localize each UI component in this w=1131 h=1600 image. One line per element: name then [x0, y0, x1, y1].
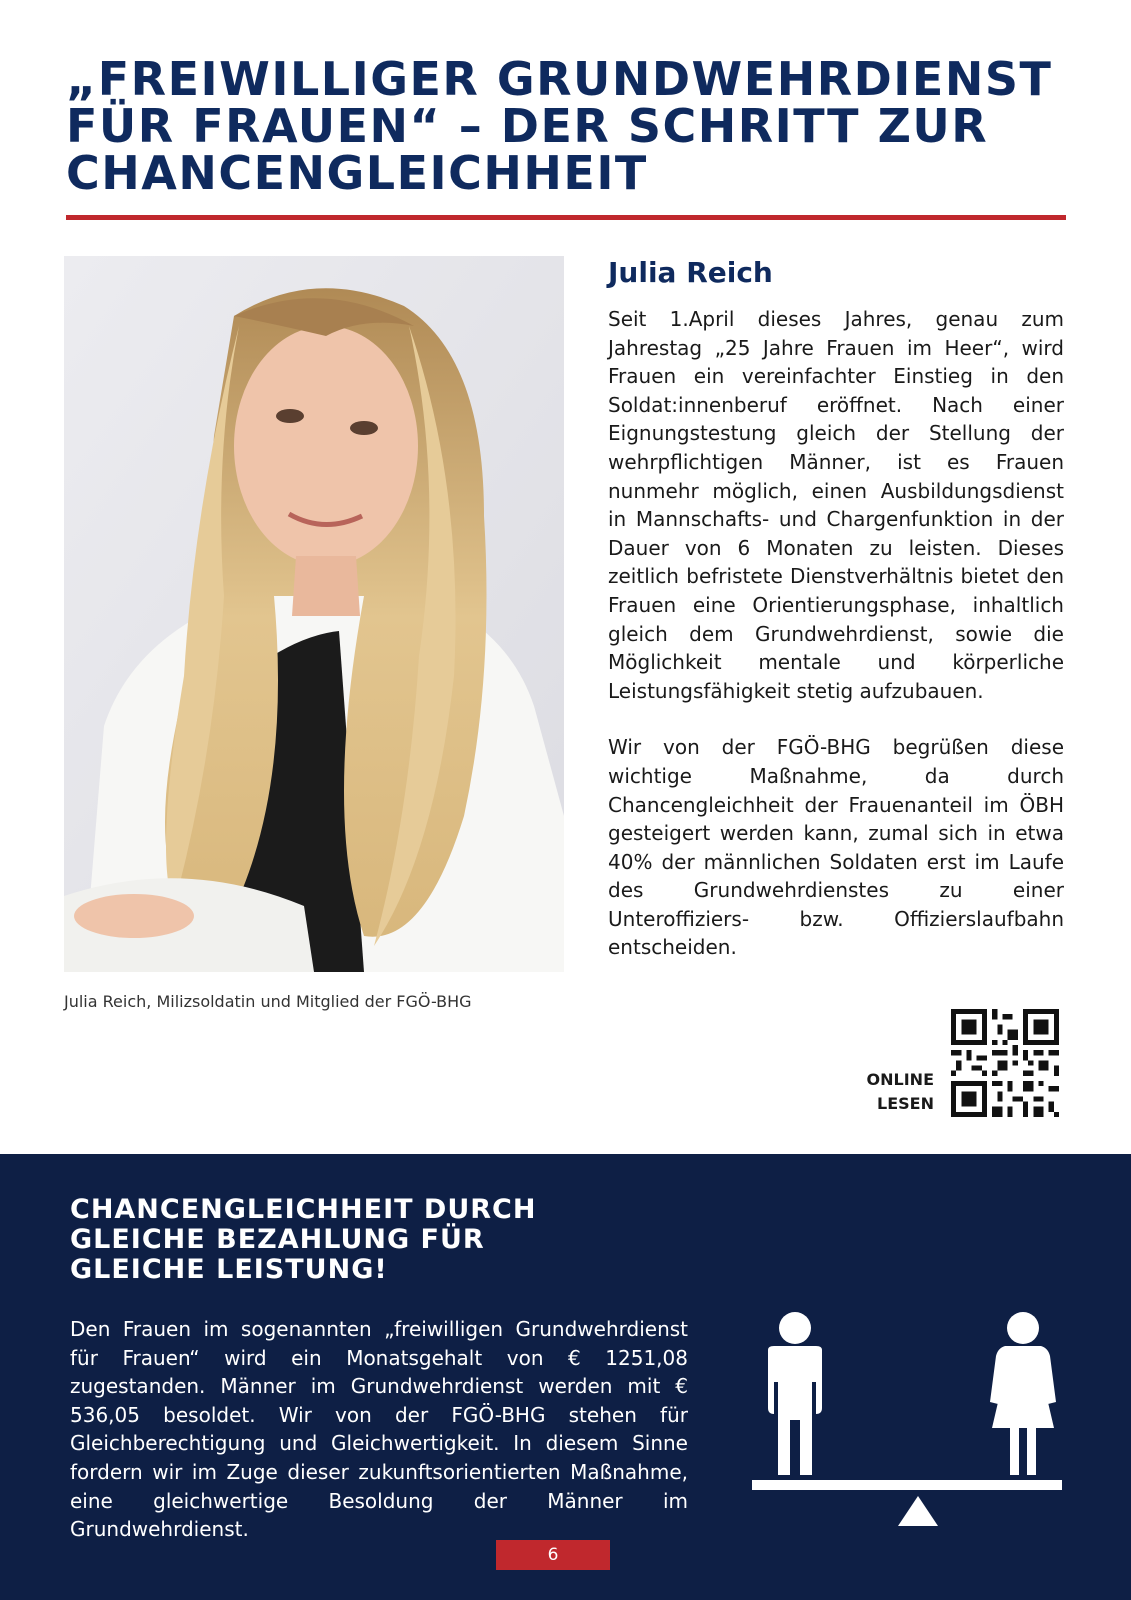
- portrait-photo: [64, 256, 564, 972]
- man-icon: [768, 1312, 822, 1475]
- woman-icon: [990, 1312, 1056, 1475]
- info-title-line-1: CHANCENGLEICHHEIT DURCH: [70, 1194, 537, 1225]
- info-box-title: [70, 1195, 536, 1285]
- info-title-line-3: GLEICHE LEISTUNG!: [70, 1254, 388, 1285]
- info-title-line-2: GLEICHE BEZAHLUNG FÜR: [70, 1224, 485, 1255]
- article-body: [608, 305, 1064, 990]
- online-label-line-1: ONLINE: [866, 1070, 934, 1089]
- portrait-illustration: [64, 256, 564, 972]
- online-read-label: [830, 1068, 934, 1116]
- author-name: Julia Reich: [608, 256, 773, 289]
- balance-beam: [752, 1480, 1062, 1490]
- balance-icon: [750, 1310, 1070, 1530]
- info-box-text: Den Frauen im sogenannten „freiwilligen Grundwehrdienst für Frauen“ wird ein Monatsgehalt von € 1251,08 zugestanden. Männer im Grundwehrdienst werden mit € 536,05 besoldet. Wir von der FGÖ-BHG stehen für Gleichberechtigung und Gleichwertigkeit. In diesem Sinne fordern wir im Zuge dieser zukunftsorientierten Maßnahme, eine gleichwertige Besoldung der Männer im Grundwehrdienst.: [70, 1317, 688, 1542]
- online-label-line-2: LESEN: [877, 1094, 934, 1113]
- article-title: [66, 52, 1076, 200]
- balance-fulcrum: [898, 1496, 938, 1526]
- article-paragraph-1: Seit 1.April dieses Jahres, genau zum Jahrestag „25 Jahre Frauen im Heer“, wird Frauen ein vereinfachter Einstieg in den Soldat:innenberuf eröffnet. Nach einer Eignungstestung gleich der Stellung der wehrpflichtigen Männer, ist es Frauen nunmehr möglich, einen Ausbildungsdienst in Mannschafts- und Chargenfunktion in der Dauer von 6 Monaten zu leisten. Dieses zeitlich befristete Dienstverhältnis bietet den Frauen eine Orientierungsphase, inhaltlich gleich dem Grundwehrdienst, sowie die Möglichkeit mentale und körperliche Leistungsfähigkeit stetig aufzubauen.: [608, 307, 1064, 703]
- title-divider: [66, 215, 1066, 220]
- article-paragraph-2: Wir von der FGÖ-BHG begrüßen diese wichtige Maßnahme, da durch Chancengleichheit der Frauenanteil im ÖBH gesteigert werden kann, zumal sich in etwa 40% der männlichen Soldaten erst im Laufe des Grundwehrdienstes zu einer Unteroffiziers- bzw. Offizierslaufbahn entscheiden.: [608, 735, 1064, 960]
- page-number: 6: [496, 1540, 610, 1570]
- qr-code-icon[interactable]: [951, 1009, 1059, 1117]
- title-line-2: FÜR FRAUEN“ – DER SCHRITT ZUR: [66, 99, 989, 153]
- title-line-1: „FREIWILLIGER GRUNDWEHRDIENST: [66, 52, 1053, 106]
- photo-caption: Julia Reich, Milizsoldatin und Mitglied der FGÖ-BHG: [64, 992, 472, 1011]
- title-line-3: CHANCENGLEICHHEIT: [66, 146, 648, 200]
